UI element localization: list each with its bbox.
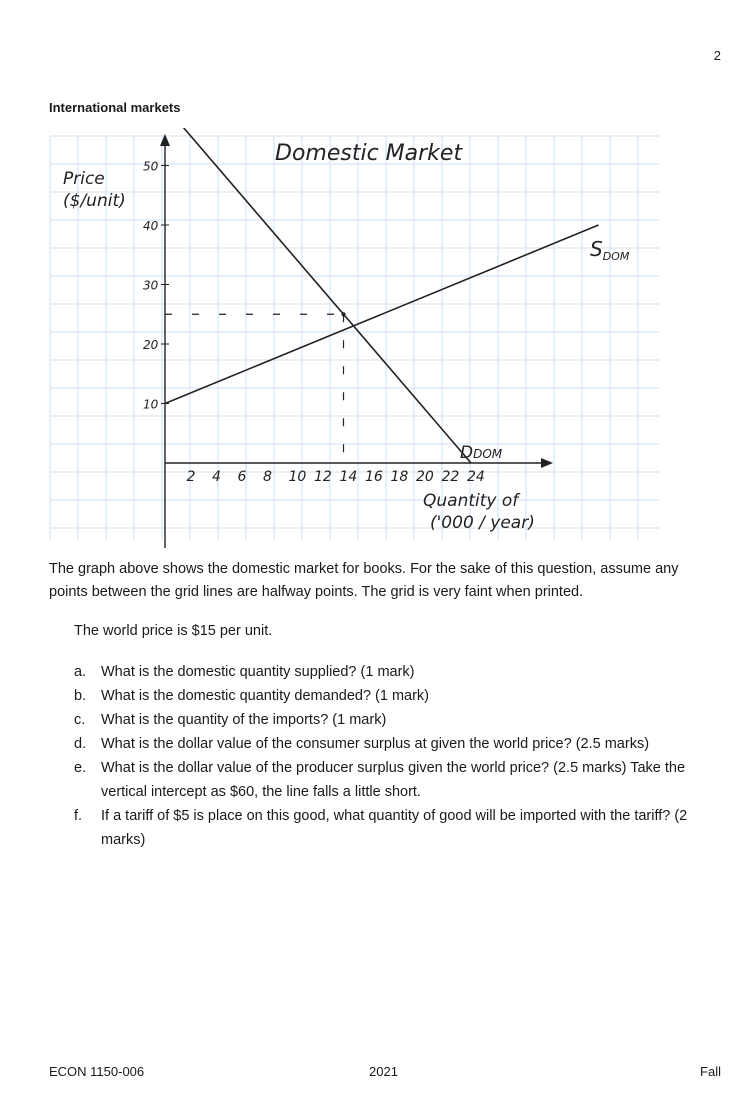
x-tick-label: 6 <box>237 469 247 485</box>
x-tick-label: 20 <box>416 469 434 485</box>
demand-label: DDOM <box>460 443 503 463</box>
supply-line <box>165 225 599 404</box>
section-title: International markets <box>49 100 181 115</box>
x-tick-label: 12 <box>314 469 332 485</box>
x-axis-arrow-icon <box>541 458 553 468</box>
question-c <box>74 708 724 732</box>
y-tick-label: 50 <box>143 159 159 174</box>
intro-paragraph: The graph above shows the domestic market for books. For the sake of this question, assume any points between the grid lines are halfway points. The grid is very faint when printed. <box>49 561 679 600</box>
question-text: What is the dollar value of the producer surplus given the world price? (2.5 marks) Take the vertical intercept as $60, the line falls a little short. <box>101 760 686 800</box>
x-tick-label: 8 <box>263 469 272 485</box>
series <box>165 128 599 463</box>
y-tick-label: 40 <box>143 219 159 233</box>
footer-term: Fall <box>700 1064 721 1079</box>
x-tick-label: 14 <box>339 469 358 485</box>
question-marker: b. <box>74 688 87 704</box>
question-marker: a. <box>74 664 87 680</box>
question-text: What is the domestic quantity supplied? (1 mark) <box>101 664 415 680</box>
question-a <box>74 660 724 684</box>
ticks <box>143 128 485 485</box>
question-list <box>74 660 724 852</box>
x-tick-label: 24 <box>467 469 485 485</box>
x-axis-label-line2: ('000 / year) <box>430 513 535 533</box>
chart-svg <box>45 128 665 548</box>
y-tick-label: 30 <box>143 278 159 293</box>
equilibrium-point <box>342 312 346 316</box>
question-marker: c. <box>74 712 86 728</box>
y-axis-label-line2: ($/unit) <box>63 191 126 211</box>
question-marker: d. <box>74 736 87 752</box>
question-marker: f. <box>74 808 83 824</box>
x-tick-label: 16 <box>365 469 383 485</box>
domestic-market-graph <box>45 128 665 548</box>
y-axis-label-line1: Price <box>63 169 105 189</box>
page-number: 2 <box>713 48 721 63</box>
x-tick-label: 2 <box>186 469 196 485</box>
footer-year: 2021 <box>369 1064 398 1079</box>
chart-title: Domestic Market <box>275 141 463 166</box>
question-b <box>74 684 724 708</box>
question-text: What is the domestic quantity demanded? (1 mark) <box>101 688 430 704</box>
question-text: If a tariff of $5 is place on this good, what quantity of good will be imported with the tariff? (2 marks) <box>101 808 688 848</box>
question-d <box>74 732 724 756</box>
x-tick-label: 10 <box>288 469 307 485</box>
question-e <box>74 756 724 804</box>
x-tick-label: 18 <box>390 469 409 485</box>
y-tick-label: 20 <box>143 338 159 352</box>
question-text: What is the quantity of the imports? (1 mark) <box>101 712 387 728</box>
y-tick-label: 10 <box>143 397 159 412</box>
question-text: What is the dollar value of the consumer surplus at given the world price? (2.5 marks) <box>101 736 650 752</box>
question-f <box>74 804 724 852</box>
footer <box>49 1064 721 1084</box>
demand-line <box>165 128 471 463</box>
x-axis-label-line1: Quantity of <box>423 491 519 511</box>
question-marker: e. <box>74 760 87 776</box>
x-tick-label: 4 <box>212 469 221 485</box>
x-tick-label: 22 <box>441 469 460 485</box>
world-price: The world price is $15 per unit. <box>74 623 273 639</box>
supply-label: $S_{DOM}$ <box>590 237 630 263</box>
footer-course: ECON 1150-006 <box>49 1064 145 1079</box>
